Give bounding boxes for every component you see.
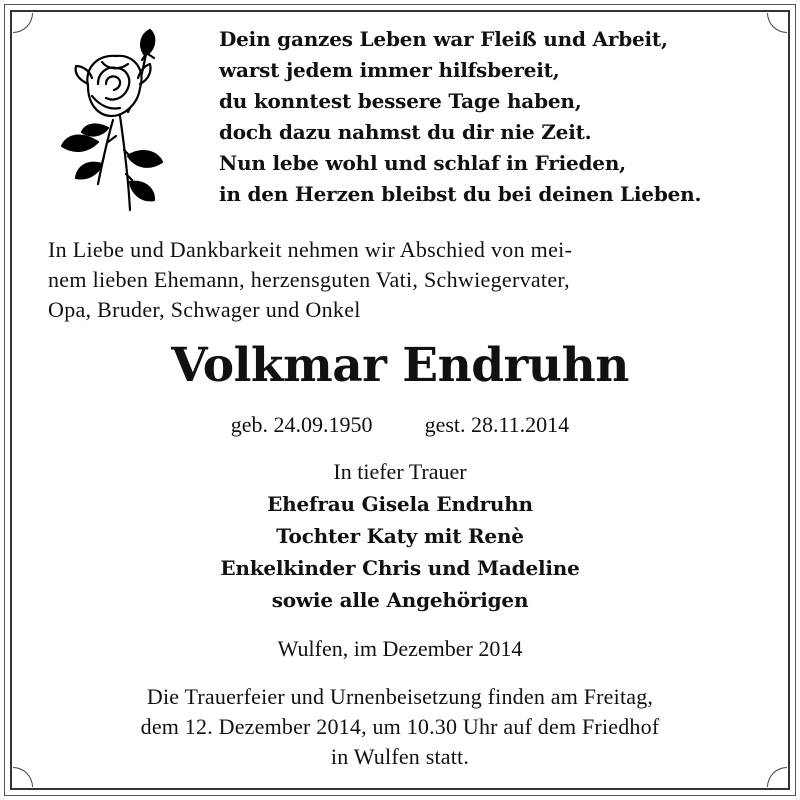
poem-line: du konntest bessere Tage haben, [219,89,582,113]
place-and-date: Wulfen, im Dezember 2014 [277,636,523,661]
poem-line: doch dazu nahmst du dir nie Zeit. [219,120,592,144]
intro-line: In Liebe und Dankbarkeit nehmen wir Abschied von mei- [48,237,573,262]
intro-line: Opa, Bruder, Schwager und Onkel [48,297,361,322]
mourners-block [0,456,800,616]
frame-corner [13,13,33,33]
mourner-name: Ehefrau Gisela Endruhn [267,492,533,516]
poem-line: Dein ganzes Leben war Fleiß und Arbeit, [219,27,668,51]
funeral-line: Die Trauerfeier und Urnenbeisetzung finden am Freitag, [146,684,654,709]
poem-line: in den Herzen bleibst du bei deinen Lieben. [219,182,702,206]
mourning-heading: In tiefer Trauer [333,459,467,484]
life-dates [0,410,800,440]
farewell-paragraph [48,235,768,325]
funeral-line: in Wulfen statt. [330,744,470,769]
death-date: gest. 28.11.2014 [424,412,570,437]
intro-line: nem lieben Ehemann, herzensguten Vati, Schwiegervater, [48,267,570,292]
rose-icon [58,24,178,214]
birth-date: geb. 24.09.1950 [230,412,373,437]
mourner-name: Tochter Katy mit Renè [276,524,524,548]
poem-line: warst jedem immer hilfsbereit, [219,58,560,82]
deceased-name: Volkmar Endruhn [171,338,629,393]
memorial-poem [219,24,779,210]
mourner-name: Enkelkinder Chris und Madeline [220,556,580,580]
mourner-name: sowie alle Angehörigen [271,588,529,612]
funeral-line: dem 12. Dezember 2014, um 10.30 Uhr auf dem Friedhof [140,714,660,739]
funeral-notice [0,682,800,772]
poem-line: Nun lebe wohl und schlaf in Frieden, [219,151,626,175]
